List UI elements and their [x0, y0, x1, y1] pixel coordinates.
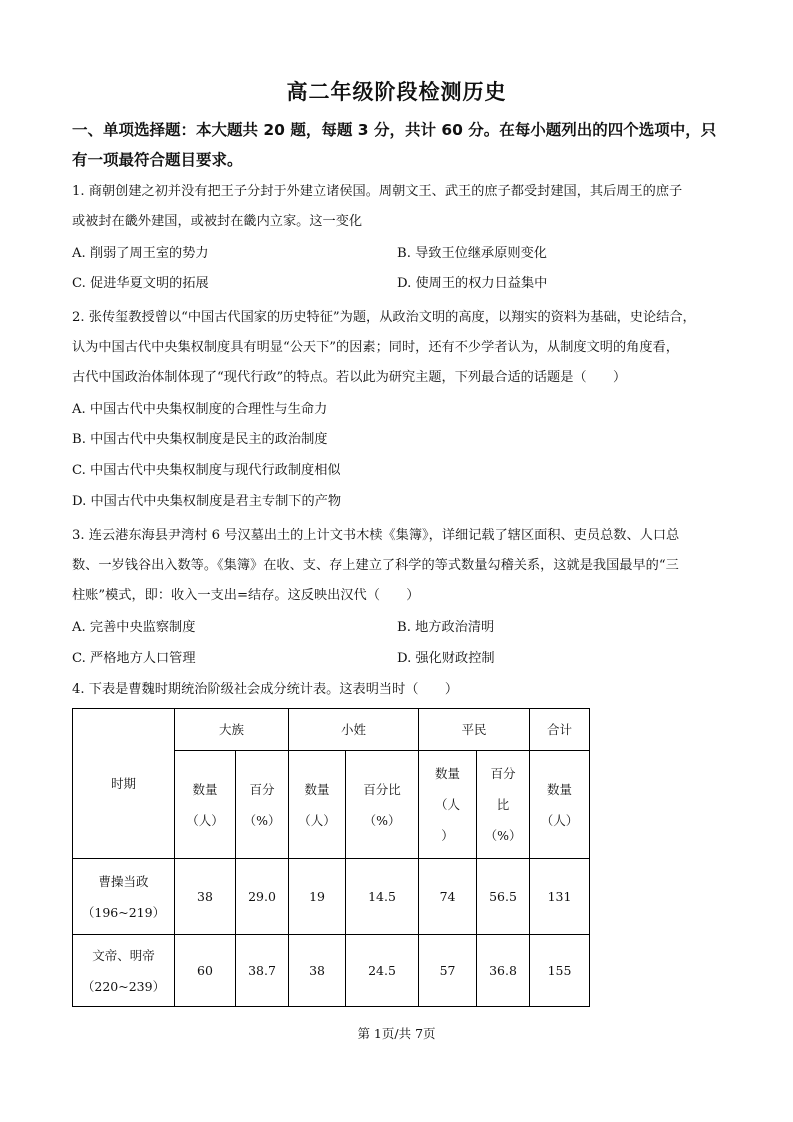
value-cell: 74 — [419, 859, 477, 935]
page-title: 高二年级阶段检测历史 — [286, 80, 507, 104]
value-cell: 38 — [175, 859, 236, 935]
stem-line: 认为中国古代中央集权制度具有明显“公天下”的因素；同时，还有不少学者认为，从制度文明的角度看， — [72, 340, 679, 355]
question-1-option-d: D. 使周王的权力日益集中 — [397, 276, 548, 291]
subheader-percent: 百分比 （%） — [346, 751, 419, 859]
subheader-count: 数量 （人） — [530, 751, 590, 859]
value-cell: 131 — [530, 859, 590, 935]
value-cell: 56.5 — [477, 859, 530, 935]
value-cell: 38.7 — [236, 935, 289, 1007]
stem-line: 4. 下表是曹魏时期统治阶级社会成分统计表。这表明当时（ ） — [72, 682, 459, 697]
subheader-count: 数量 （人 ） — [419, 751, 477, 859]
section-heading — [72, 115, 732, 175]
value-cell: 24.5 — [346, 935, 419, 1007]
question-1-stem — [72, 177, 734, 237]
stem-line: 或被封在畿外建国，或被封在畿内立家。这一变化 — [72, 214, 363, 229]
subheader-percent: 百分 比 （%） — [477, 751, 530, 859]
section-heading-line: 有一项最符合题目要求。 — [72, 151, 243, 169]
subheader-count: 数量 （人） — [289, 751, 346, 859]
group-header-dazu: 大族 — [175, 709, 289, 751]
question-3-option-c: C. 严格地方人口管理 — [72, 651, 196, 666]
stem-line: 2. 张传玺教授曾以“中国古代国家的历史特征”为题，从政治文明的高度，以翔实的资料为基础，史论结合， — [72, 310, 696, 325]
stem-line: 柱账”模式，即：收入一支出=结存。这反映出汉代（ ） — [72, 588, 420, 603]
value-cell: 29.0 — [236, 859, 289, 935]
period-cell: 文帝、明帝 （220~239） — [73, 935, 175, 1007]
table-row — [73, 935, 590, 1007]
period-header: 时期 — [73, 709, 175, 859]
value-cell: 14.5 — [346, 859, 419, 935]
subheader-percent: 百分 （%） — [236, 751, 289, 859]
question-3-option-b: B. 地方政治清明 — [397, 620, 495, 635]
table-row — [73, 859, 590, 935]
section-heading-line: 一、单项选择题：本大题共 20 题，每题 3 分，共计 60 分。在每小题列出的四个选项中，只 — [72, 121, 717, 139]
question-2-option-a: A. 中国古代中央集权制度的合理性与生命力 — [72, 402, 328, 417]
question-3-stem — [72, 521, 734, 611]
question-1-option-a: A. 削弱了周王室的势力 — [72, 246, 209, 261]
table-header-row — [73, 709, 590, 751]
question-1-option-b: B. 导致王位继承原则变化 — [397, 246, 547, 261]
group-header-total: 合计 — [530, 709, 590, 751]
question-3-option-d: D. 强化财政控制 — [397, 651, 495, 666]
stem-line: 1. 商朝创建之初并没有把王子分封于外建立诸侯国。周朝文王、武王的庶子都受封建国，其后周王的庶子 — [72, 184, 683, 199]
value-cell: 60 — [175, 935, 236, 1007]
value-cell: 57 — [419, 935, 477, 1007]
period-cell: 曹操当政 （196~219） — [73, 859, 175, 935]
subheader-count: 数量 （人） — [175, 751, 236, 859]
group-header-pingmin: 平民 — [419, 709, 530, 751]
statistics-table — [72, 708, 590, 1007]
group-header-xiaoxing: 小姓 — [289, 709, 419, 751]
stem-line: 3. 连云港东海县尹湾村 6 号汉墓出土的上计文书木椟《集簿》，详细记载了辖区面积、吏员总数、人口总 — [72, 528, 680, 543]
page-footer: 第 1页/共 7页 — [357, 1026, 436, 1041]
question-1-option-c: C. 促进华夏文明的拓展 — [72, 276, 209, 291]
question-2-option-b: B. 中国古代中央集权制度是民主的政治制度 — [72, 432, 328, 447]
value-cell: 155 — [530, 935, 590, 1007]
question-4-stem — [72, 675, 734, 705]
stem-line: 数、一岁钱谷出入数等。《集簿》在收、支、存上建立了科学的等式数量勾稽关系，这就是我国最早的“三 — [72, 558, 679, 573]
question-3-option-a: A. 完善中央监察制度 — [72, 620, 196, 635]
question-2-option-d: D. 中国古代中央集权制度是君主专制下的产物 — [72, 494, 342, 509]
value-cell: 38 — [289, 935, 346, 1007]
question-2-option-c: C. 中国古代中央集权制度与现代行政制度相似 — [72, 463, 341, 478]
question-2-stem — [72, 303, 734, 393]
value-cell: 19 — [289, 859, 346, 935]
value-cell: 36.8 — [477, 935, 530, 1007]
stem-line: 古代中国政治体制体现了“现代行政”的特点。若以此为研究主题，下列最合适的话题是（ ） — [72, 370, 627, 385]
